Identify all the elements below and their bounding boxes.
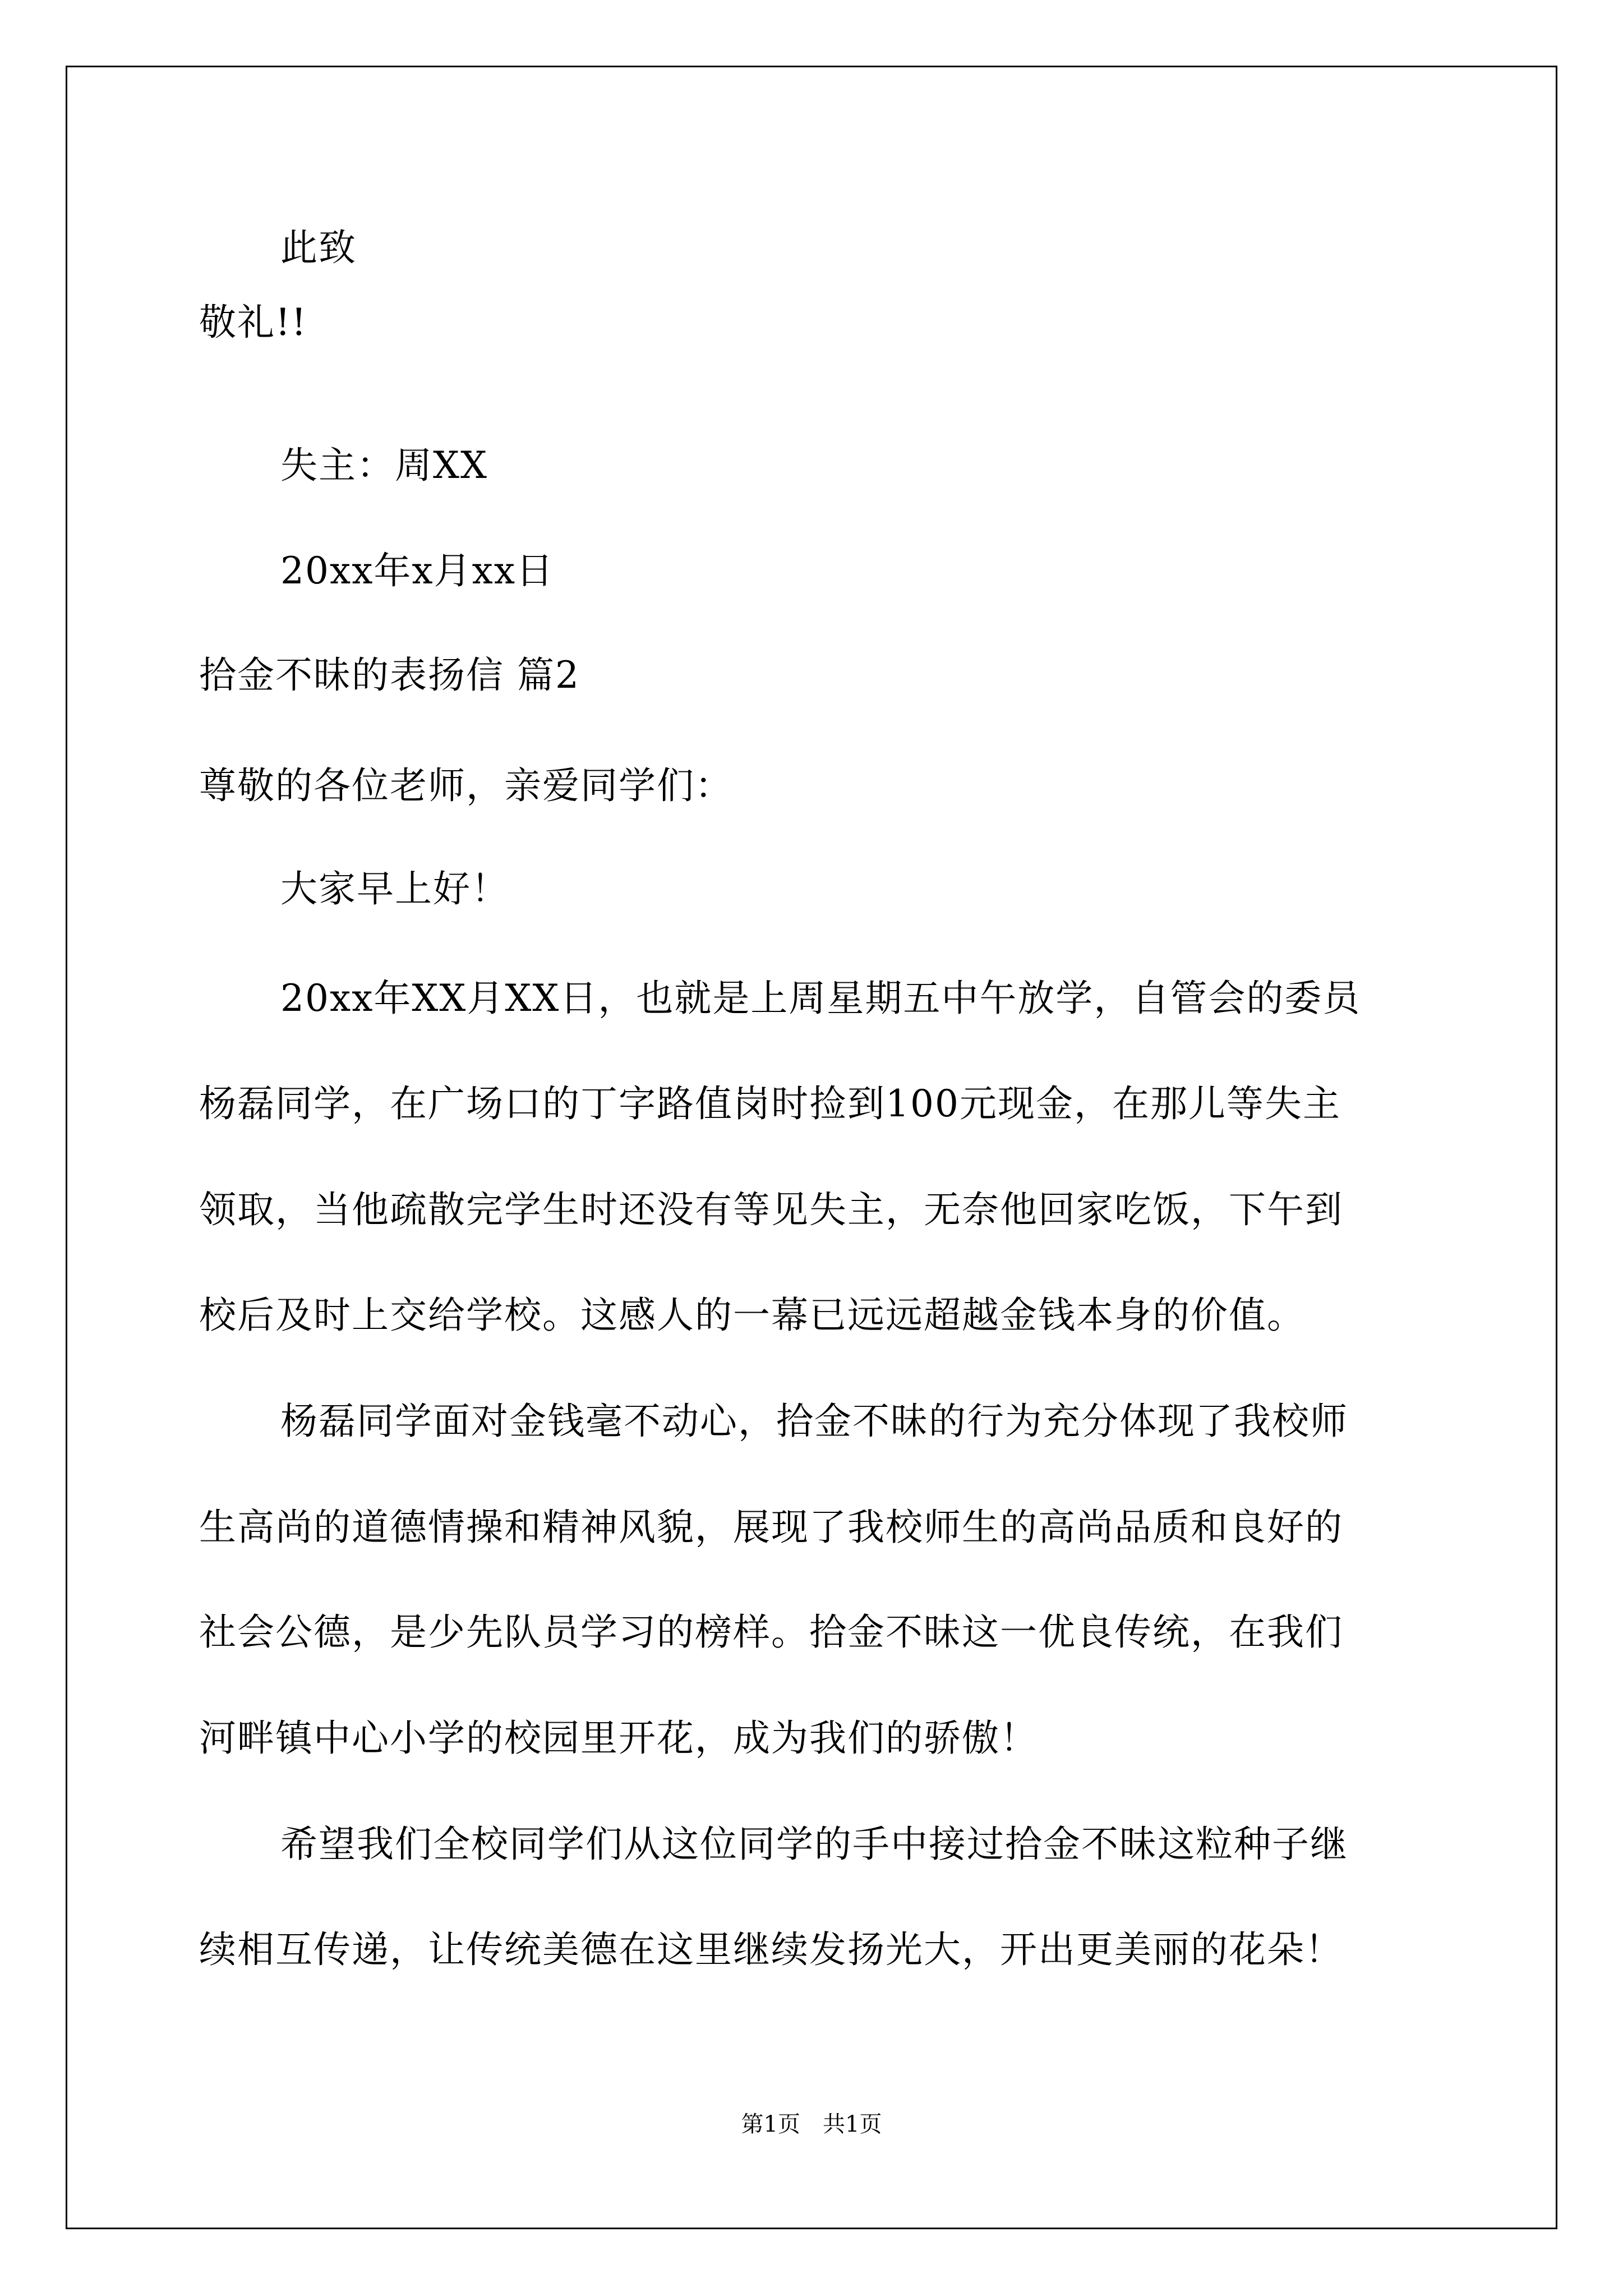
paragraph-line: 杨磊同学面对金钱毫不动心，拾金不昧的行为充分体现了我校师 [280, 1400, 1348, 1443]
paragraph-line: 希望我们全校同学们从这位同学的手中接过拾金不昧这粒种子继 [280, 1823, 1348, 1866]
paragraph-line: 20xx年XX月XX日，也就是上周星期五中午放学，自管会的委员 [280, 977, 1361, 1020]
page-count: 共1页 [823, 2111, 882, 2137]
page-footer [0, 2110, 1623, 2138]
closing-regards: 敬礼!! [199, 301, 308, 344]
greeting-morning: 大家早上好！ [280, 867, 509, 910]
section-heading: 拾金不昧的表扬信 篇2 [199, 654, 580, 697]
paragraph-line: 社会公德，是少先队员学习的榜样。拾金不昧这一优良传统，在我们 [199, 1611, 1343, 1654]
page-border [66, 66, 1557, 2229]
greeting-audience: 尊敬的各位老师，亲爱同学们： [199, 764, 733, 807]
paragraph-line: 河畔镇中心小学的校园里开花，成为我们的骄傲！ [199, 1717, 1038, 1760]
closing-salutation: 此致 [280, 226, 357, 269]
signature-owner: 失主：周XX [280, 444, 488, 487]
paragraph-line: 续相互传递，让传统美德在这里继续发扬光大，开出更美丽的花朵！ [199, 1928, 1343, 1971]
page-number: 第1页 [741, 2111, 800, 2137]
signature-date: 20xx年x月xx日 [280, 549, 555, 592]
paragraph-line: 领取，当他疏散完学生时还没有等见失主，无奈他回家吃饭，下午到 [199, 1188, 1343, 1231]
paragraph-line: 校后及时上交给学校。这感人的一幕已远远超越金钱本身的价值。 [199, 1294, 1305, 1337]
paragraph-line: 生高尚的道德情操和精神风貌，展现了我校师生的高尚品质和良好的 [199, 1506, 1343, 1549]
paragraph-line: 杨磊同学，在广场口的丁字路值岗时捡到100元现金，在那儿等失主 [199, 1082, 1341, 1125]
